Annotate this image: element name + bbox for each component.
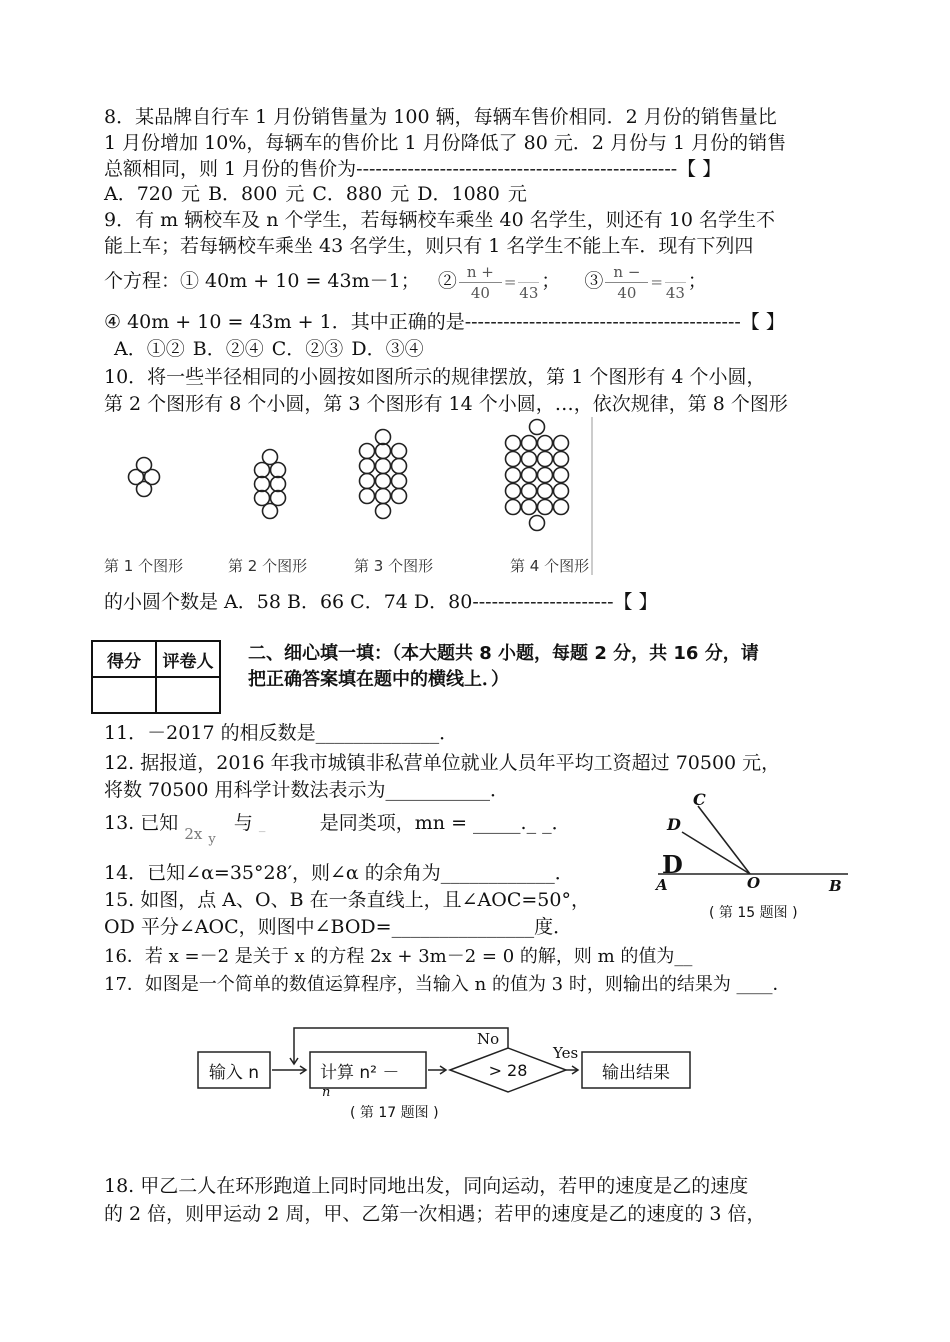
section2-title-line2: 把正确答案填在题中的横线上．） — [248, 669, 509, 690]
score-table — [91, 640, 221, 714]
pattern-caption-1: 第 1 个图形 — [104, 557, 184, 575]
q12-line2: 将数 70500 用科学计数法表示为___________． — [104, 779, 510, 801]
q15-line1: 15. 如图，点 A、O、B 在一条直线上，且∠AOC=50°， — [104, 889, 590, 911]
q10-line2: 第 2 个图形有 8 个小圆，第 3 个图形有 14 个小圆，…，依次规律，第 8 个图形 — [104, 393, 788, 415]
q13: 13. 已知 $_{2x}$ $_y$ 与 _ 是同类项，mn = _____._ _． — [104, 812, 571, 847]
q13-suffix: 是同类项，mn = _____._ _． — [319, 812, 571, 834]
q18-line1: 18. 甲乙二人在环形跑道上同时同地出发，同向运动，若甲的速度是乙的速度 — [104, 1175, 749, 1197]
q9-eq3-numerator: n − — [605, 262, 648, 283]
fig15-label-b: B — [829, 877, 842, 895]
flow-condition: > 28 — [488, 1060, 528, 1080]
q18-line2: 的 2 倍，则甲运动 2 周，甲、乙第一次相遇；若甲的速度是乙的速度的 3 倍， — [104, 1203, 766, 1225]
q16: 16．若 x =－2 是关于 x 的方程 2x + 3m－2 = 0 的解，则 m 的值为__ — [104, 946, 693, 967]
q9-eq3-fraction — [605, 262, 648, 303]
q9-eq2-label: ② — [437, 270, 457, 292]
q9-eq3-label: ③ — [584, 270, 604, 292]
q17: 17．如图是一个简单的数值运算程序，当输入 n 的值为 3 时，则输出的结果为 ____． — [104, 974, 791, 995]
flow-yes-label: Yes — [553, 1044, 579, 1062]
fig15-label-d-large: D — [662, 850, 683, 879]
score-header-score: 得分 — [92, 641, 156, 677]
fig15-label-c: C — [693, 790, 706, 809]
q9-eq3-tail: ； — [687, 270, 707, 292]
q9-line1: 9．有 m 辆校车及 n 个学生，若每辆校车乘坐 40 名学生，则还有 10 名学生不 — [104, 209, 776, 231]
q13-term1: 2x — [184, 825, 203, 843]
fig15-label-o: O — [747, 874, 761, 892]
fig15-label-d: D — [667, 815, 681, 834]
q9-line2: 能上车；若每辆校车乘坐 43 名学生，则只有 1 名学生不能上车．现有下列四 — [104, 235, 754, 257]
q9-eq1: ① 40m + 10 = 43m－1； — [180, 270, 420, 292]
section2-title-line1: 二、细心填一填：（本大题共 8 小题，每题 2 分，共 16 分，请 — [248, 643, 759, 664]
pattern-figure-3 — [360, 430, 407, 519]
pattern-figure-4 — [506, 420, 569, 531]
q14: 14．已知∠α=35°28′，则∠α 的余角为____________． — [104, 862, 574, 884]
q8-line3: 总额相同，则 1 月份的售价为--------------------------------------------------【 】 — [104, 158, 722, 180]
q8-options: A．720 元 B．800 元 C．880 元 D．1080 元 — [104, 183, 527, 205]
flow-no-label: No — [477, 1030, 500, 1048]
q9-line4: ④ 40m + 10 = 43m + 1．其中正确的是-------------------------------------------【 】 — [104, 311, 785, 333]
q9-eq2-numerator: n + — [459, 262, 502, 283]
pattern-figure-1 — [129, 458, 160, 497]
q10-line1: 10．将一些半径相同的小圆按如图所示的规律摆放，第 1 个图形有 4 个小圆， — [104, 366, 766, 388]
q13-term1b: y — [208, 832, 216, 847]
q10-line3: 的小圆个数是 A．58 B．66 C．74 D．80----------------------【 】 — [104, 591, 658, 613]
q9-eq2-denominator: 40 — [470, 283, 490, 302]
q9-eq2-equals: = — [503, 273, 517, 291]
q9-eq2-fraction2 — [518, 262, 539, 303]
flow-compute-box: 计算 n² － — [320, 1062, 400, 1083]
flow-input-box: 输入 n — [208, 1062, 260, 1083]
q9-eq2-fraction — [459, 262, 502, 303]
q9-line3-prefix: 个方程： — [104, 270, 181, 292]
q13-mid: 与 — [233, 812, 253, 834]
fig15-label-a: A — [656, 876, 668, 894]
q8-line2: 1 月份增加 10%，每辆车的售价比 1 月份降低了 80 元．2 月份与 1 月份的销售 — [104, 132, 787, 154]
q9-options: A．①② B．②④ C．②③ D．③④ — [114, 338, 424, 360]
pattern-figure-2 — [255, 450, 286, 519]
q9-eq3-equals: = — [650, 273, 663, 291]
q13-prefix: 13. 已知 — [104, 812, 179, 834]
flow-compute-tail: n — [322, 1085, 331, 1100]
q9-eq3-denominator2: 43 — [665, 283, 685, 302]
score-header-grader: 评卷人 — [156, 641, 220, 677]
q12-line1: 12. 据报道，2016 年我市城镇非私营单位就业人员年平均工资超过 70500 元， — [104, 752, 781, 774]
score-cell — [92, 677, 156, 713]
grader-cell — [156, 677, 220, 713]
pattern-caption-4: 第 4 个图形 — [510, 557, 590, 575]
q11: 11．－2017 的相反数是_____________． — [104, 722, 459, 744]
q9-eq3-fraction2 — [665, 262, 686, 303]
q9-eq3-denominator: 40 — [617, 283, 637, 302]
q9-eq2-denominator2: 43 — [519, 283, 539, 302]
q9-eq2-tail: ； — [541, 270, 561, 292]
q8-line1: 8．某品牌自行车 1 月份销售量为 100 辆，每辆车售价相同．2 月份的销售量比 — [104, 106, 777, 128]
fig15-caption: ( 第 15 题图 ) — [709, 905, 798, 921]
pattern-caption-2: 第 2 个图形 — [228, 557, 308, 575]
q9-line3 — [104, 258, 707, 305]
fig17-caption: ( 第 17 题图 ) — [350, 1105, 439, 1121]
flow-output-box: 输出结果 — [602, 1062, 670, 1083]
q15-line2: OD 平分∠AOC，则图中∠BOD=_______________度． — [104, 916, 573, 938]
pattern-caption-3: 第 3 个图形 — [354, 557, 434, 575]
